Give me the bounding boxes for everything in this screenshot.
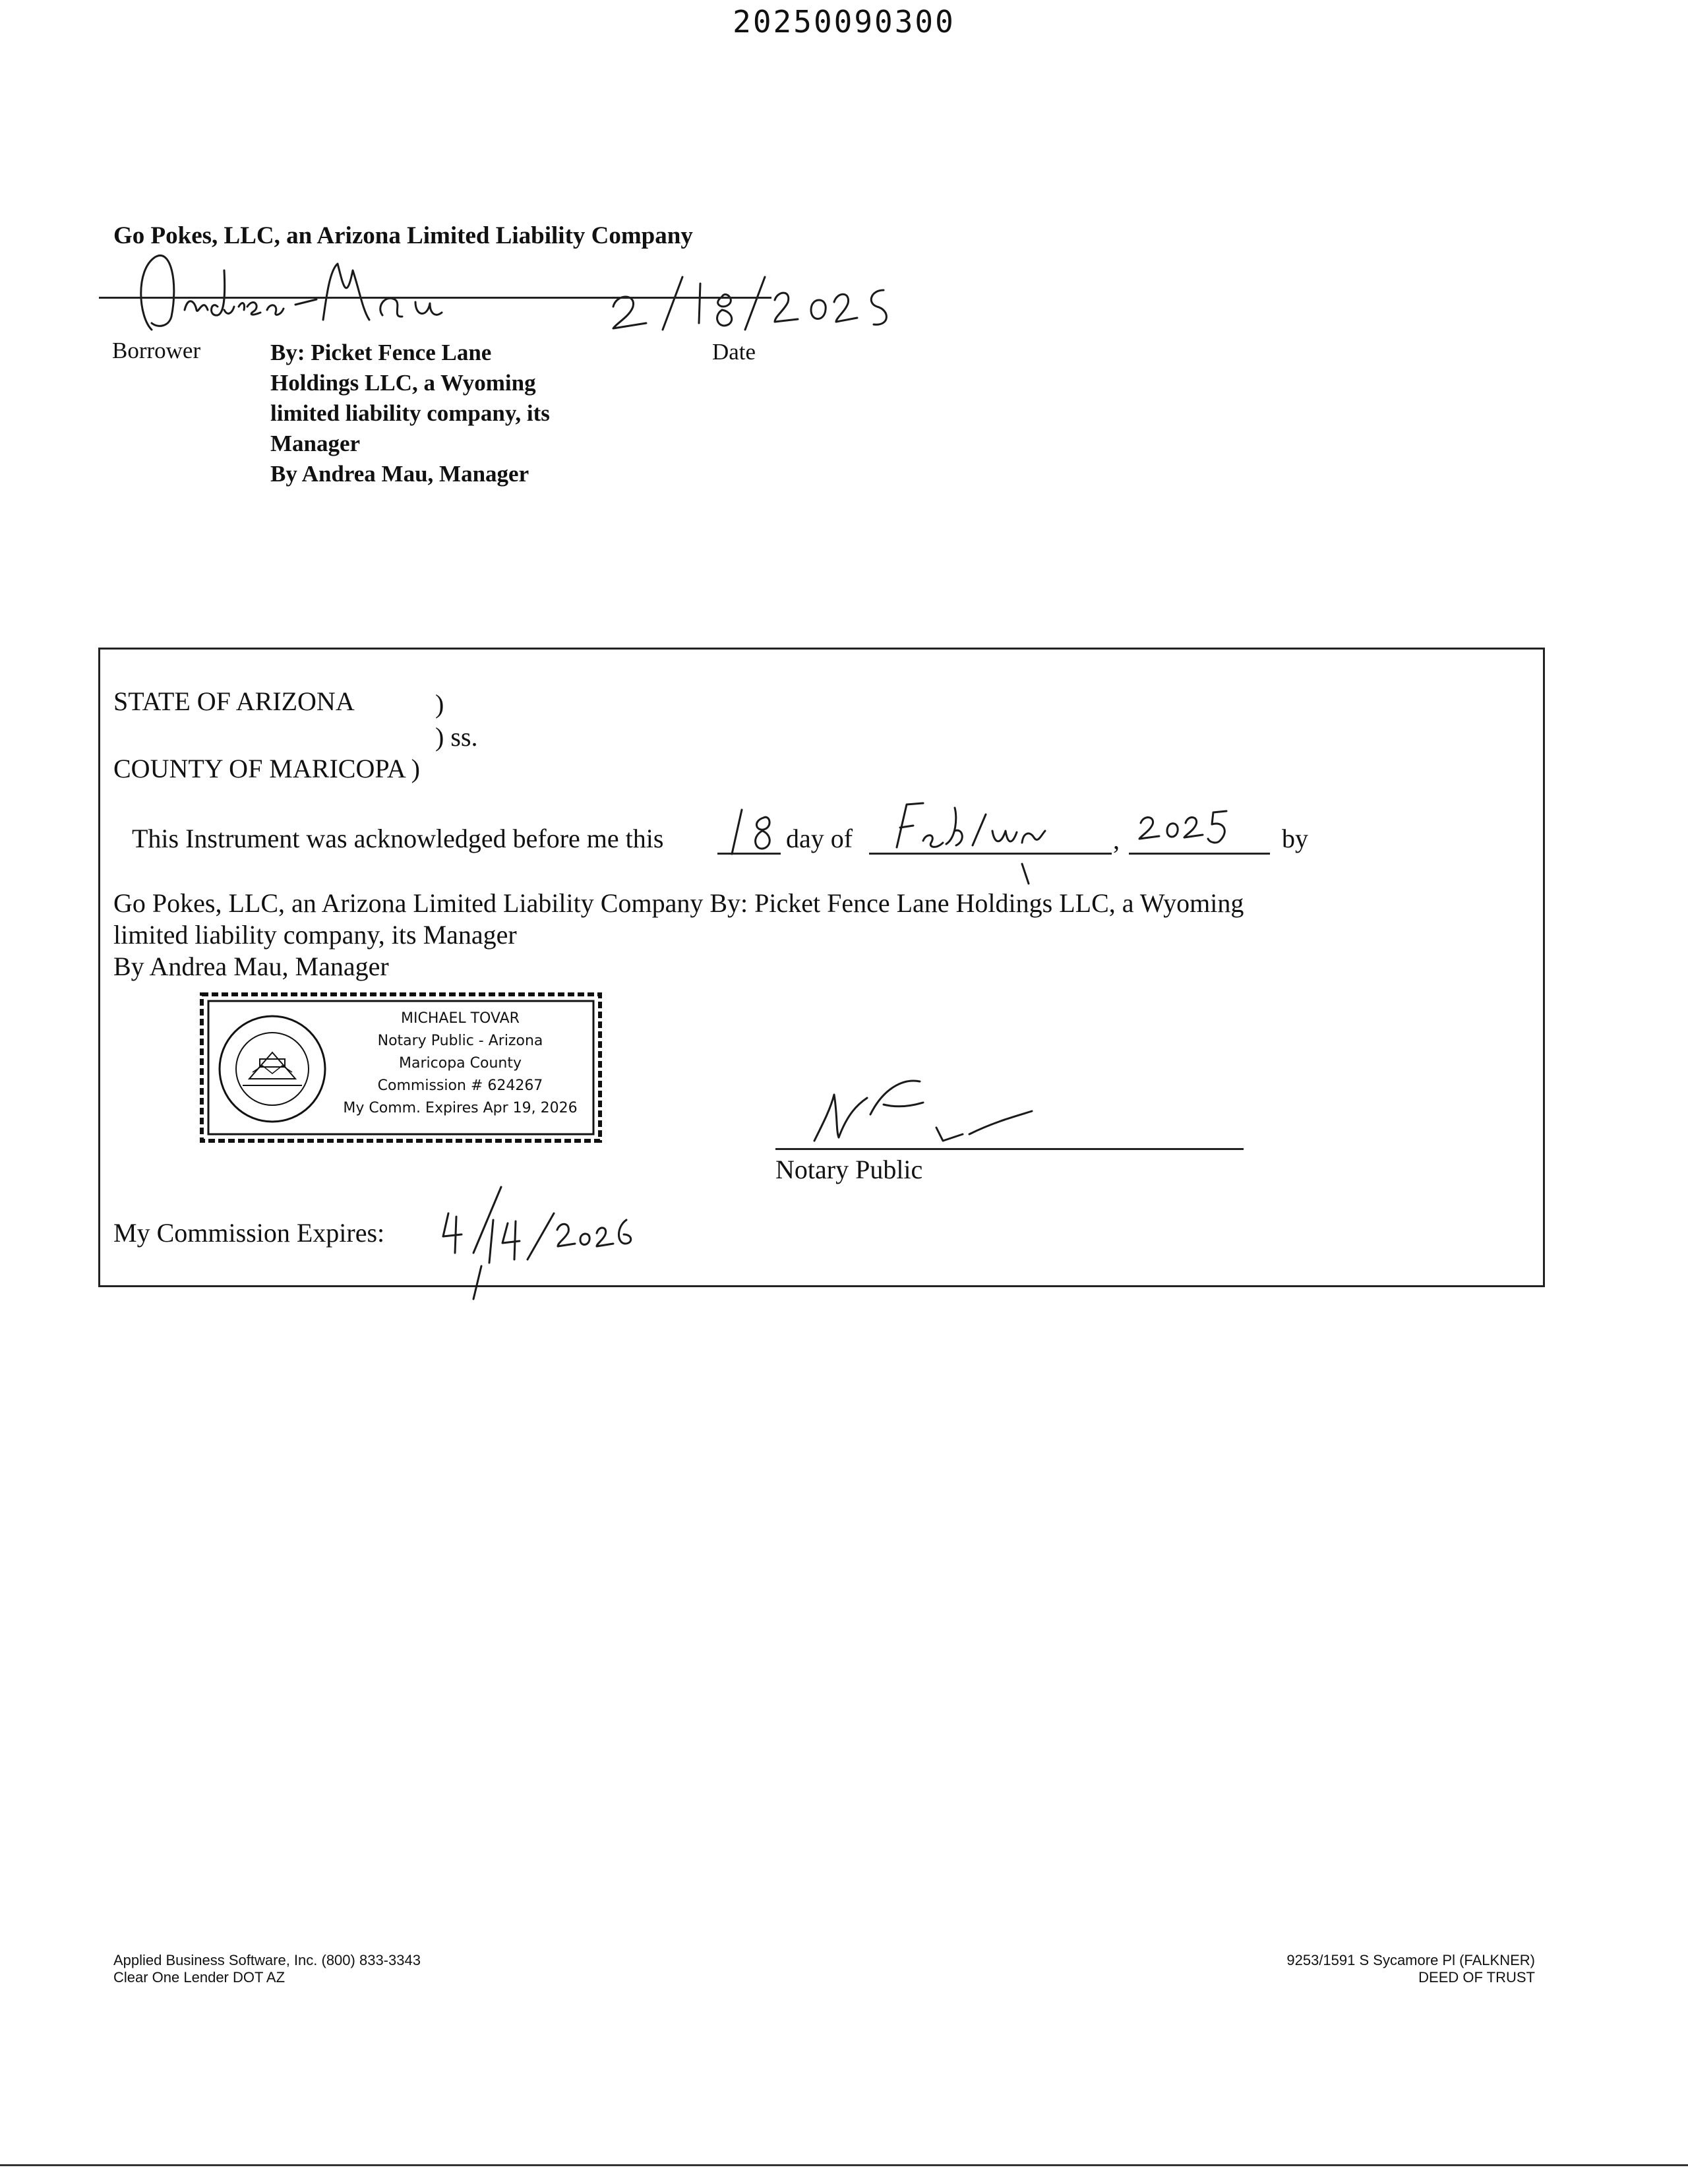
page-bottom-rule <box>0 2164 1688 2166</box>
acknowledgment-date-handwriting <box>712 791 1306 890</box>
arizona-state-seal-icon <box>216 1013 328 1125</box>
party-line: limited liability company, its Manager <box>113 920 517 950</box>
record-number: 20250090300 <box>733 4 955 40</box>
stamp-commission-number: Commission # 624267 <box>377 1077 543 1094</box>
notary-signature-line <box>775 1148 1244 1150</box>
comma: , <box>1113 825 1120 855</box>
borrower-signature-handwriting <box>125 244 917 343</box>
notary-signature-handwriting <box>804 1068 1068 1154</box>
footer-software-info <box>113 1952 421 1986</box>
footer-left-line: Clear One Lender DOT AZ <box>113 1969 286 1986</box>
notary-public-label: Notary Public <box>775 1155 923 1184</box>
footer-document-info <box>1286 1952 1535 1986</box>
party-line: Go Pokes, LLC, an Arizona Limited Liability Company By: Picket Fence Lane Holdings LLC, a Wyoming <box>113 888 1244 918</box>
commission-date-handwriting <box>429 1174 646 1306</box>
borrower-signer-block <box>270 338 613 489</box>
borrower-signature-line <box>99 297 771 299</box>
acknowledgment-intro: This Instrument was acknowledged before me this <box>132 824 664 853</box>
state-line: STATE OF ARIZONA <box>113 686 355 716</box>
stamp-expiration: My Comm. Expires Apr 19, 2026 <box>343 1100 578 1116</box>
signer-line: limited liability company, its <box>270 400 550 426</box>
signer-line: Manager <box>270 431 361 456</box>
party-line: By Andrea Mau, Manager <box>113 952 389 981</box>
borrower-label: Borrower <box>112 338 201 363</box>
borrower-date-label: Date <box>712 339 756 365</box>
footer-right-line: 9253/1591 S Sycamore Pl (FALKNER) <box>1286 1952 1535 1968</box>
stamp-title: Notary Public - Arizona <box>377 1033 543 1049</box>
signer-line: By: Picket Fence Lane <box>270 340 492 365</box>
state-paren: ) <box>435 689 444 719</box>
notary-stamp <box>196 989 605 1146</box>
county-line: COUNTY OF MARICOPA ) <box>113 754 420 783</box>
signer-line: Holdings LLC, a Wyoming <box>270 370 536 396</box>
by-label: by <box>1282 824 1308 853</box>
ss-line: ) ss. <box>435 722 478 752</box>
day-of-label: day of <box>786 824 853 853</box>
commission-expires-label: My Commission Expires: <box>113 1218 385 1248</box>
stamp-notary-name: MICHAEL TOVAR <box>401 1010 520 1027</box>
signer-line: By Andrea Mau, Manager <box>270 461 529 487</box>
footer-left-line: Applied Business Software, Inc. (800) 833-3343 <box>113 1952 421 1968</box>
stamp-county: Maricopa County <box>399 1055 522 1072</box>
borrower-company-name: Go Pokes, LLC, an Arizona Limited Liability Company <box>113 222 693 249</box>
footer-right-line: DEED OF TRUST <box>1418 1969 1535 1986</box>
stamp-text-block <box>328 1008 592 1120</box>
